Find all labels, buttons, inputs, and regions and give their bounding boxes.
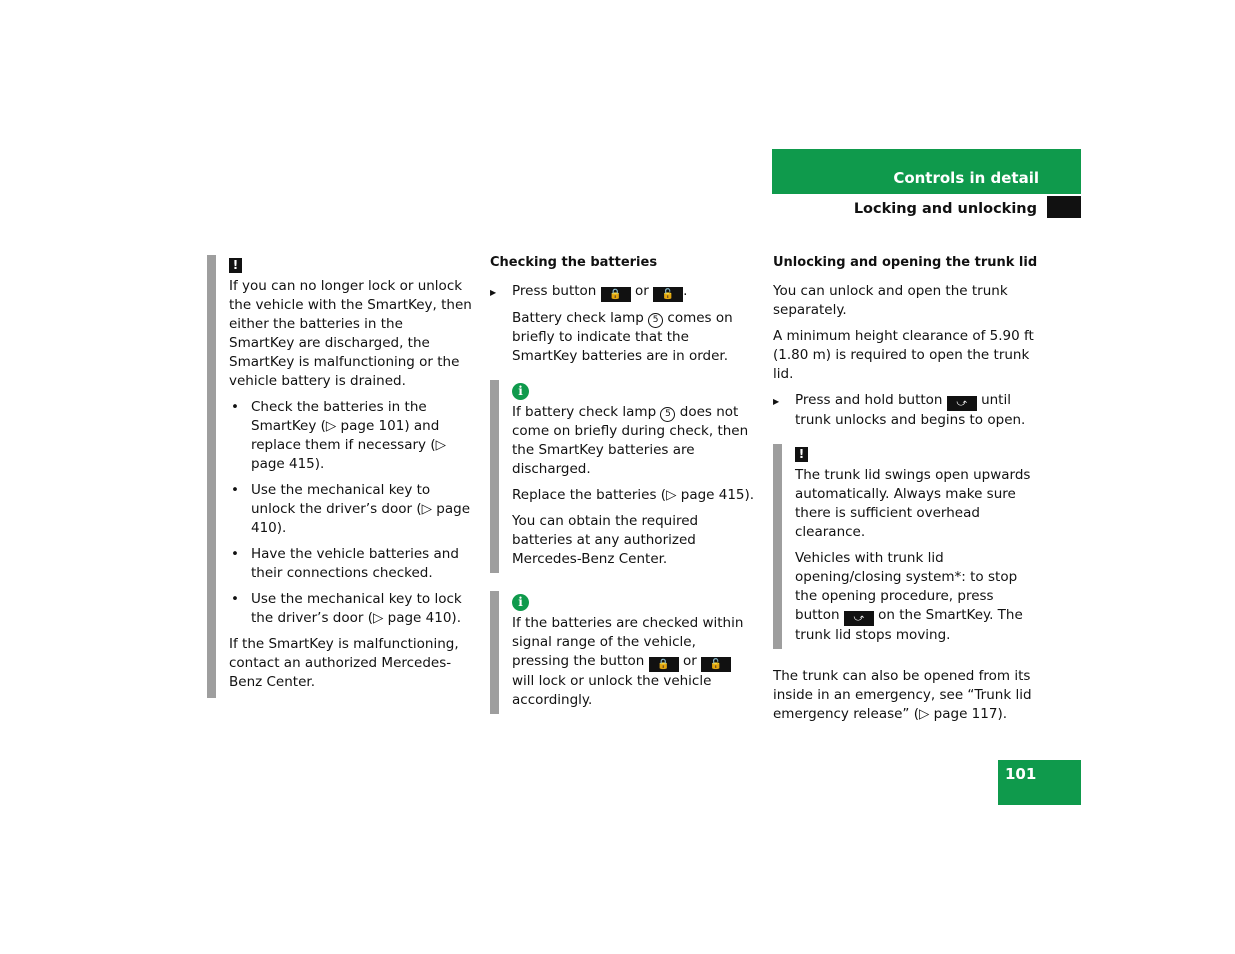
- lock-icon: 🔒: [601, 287, 631, 302]
- column-left: [207, 255, 472, 698]
- unlock-icon: 🔓: [653, 287, 683, 302]
- unlock-icon: 🔓: [701, 657, 731, 672]
- info-icon: i: [512, 594, 529, 611]
- column-middle: [490, 253, 755, 714]
- column-right: [773, 253, 1041, 731]
- info-icon: i: [512, 383, 529, 400]
- warning-box-trunk: [773, 444, 1041, 649]
- warning-icon: !: [795, 447, 808, 462]
- info1-obtain: You can obtain the required batteries at any authorized Mercedes-Benz Center.: [512, 513, 699, 567]
- list-item: • Use the mechanical key to unlock the driver’s door (▷ page 410).: [229, 481, 472, 538]
- trunk-warning-2: Vehicles with trunk lid opening/closing system*: to stop the opening procedure, press button ⤻ on the SmartKey. The trunk lid stops moving.: [795, 550, 1023, 643]
- trunk-clearance: A minimum height clearance of 5.90 ft (1.80 m) is required to open the trunk lid.: [773, 328, 1034, 382]
- trunk-separately: You can unlock and open the trunk separately.: [773, 283, 1008, 318]
- list-item: • Have the vehicle batteries and their connections checked.: [229, 545, 472, 583]
- heading-trunk-lid: Unlocking and opening the trunk lid: [773, 255, 1038, 270]
- lamp-text: Battery check lamp 5 comes on briefly to indicate that the SmartKey batteries are in order.: [512, 310, 733, 364]
- step-press-button: ▶ Press button 🔒 or 🔓 .: [490, 282, 755, 302]
- list-item: • Check the batteries in the SmartKey (▷ page 101) and replace them if necessary (▷ page 415).: [229, 398, 472, 474]
- warning-bullets: [229, 398, 472, 628]
- trunk-icon: ⤻: [844, 611, 874, 626]
- page-number: 101: [1005, 765, 1037, 783]
- trunk-icon: ⤻: [947, 396, 977, 411]
- header-band: [772, 149, 1081, 194]
- section-title: Controls in detail: [893, 169, 1039, 187]
- warning-icon: !: [229, 258, 242, 273]
- info1-replace: Replace the batteries (▷ page 415).: [512, 487, 755, 503]
- battery-lamp-icon: 5: [660, 407, 675, 422]
- lock-icon: 🔒: [649, 657, 679, 672]
- trunk-emergency: The trunk can also be opened from its inside in an emergency, see “Trunk lid emergency release” (▷ page 117).: [773, 668, 1032, 722]
- heading-checking-batteries: Checking the batteries: [490, 255, 658, 270]
- subsection-title: Locking and unlocking: [853, 201, 1037, 217]
- warning-intro: If you can no longer lock or unlock the vehicle with the SmartKey, then either the batteries in the SmartKey are discharged, the SmartKey is malfunctioning or the vehicle battery is drained.: [229, 278, 472, 389]
- warning-box: [207, 255, 472, 698]
- warning-outro: If the SmartKey is malfunctioning, contact an authorized Mercedes-Benz Center.: [229, 636, 459, 690]
- trunk-warning-1: The trunk lid swings open upwards automatically. Always make sure there is sufficient overhead clearance.: [795, 467, 1031, 540]
- info1-text: If battery check lamp 5 does not come on briefly during check, then the SmartKey batteries are discharged.: [512, 404, 749, 477]
- info-box-2: [490, 591, 755, 714]
- battery-lamp-icon: 5: [648, 313, 663, 328]
- list-item: • Use the mechanical key to lock the driver’s door (▷ page 410).: [229, 590, 472, 628]
- header-marker: [1047, 196, 1081, 218]
- step-press-hold: ▶ Press and hold button ⤻ until trunk unlocks and begins to open.: [773, 391, 1041, 430]
- page-number-box: [998, 760, 1081, 805]
- info-box-1: [490, 380, 755, 573]
- info2-text: If the batteries are checked within signal range of the vehicle, pressing the button 🔒 or 🔓 will lock or unlock the vehicle accordingly.: [512, 615, 744, 708]
